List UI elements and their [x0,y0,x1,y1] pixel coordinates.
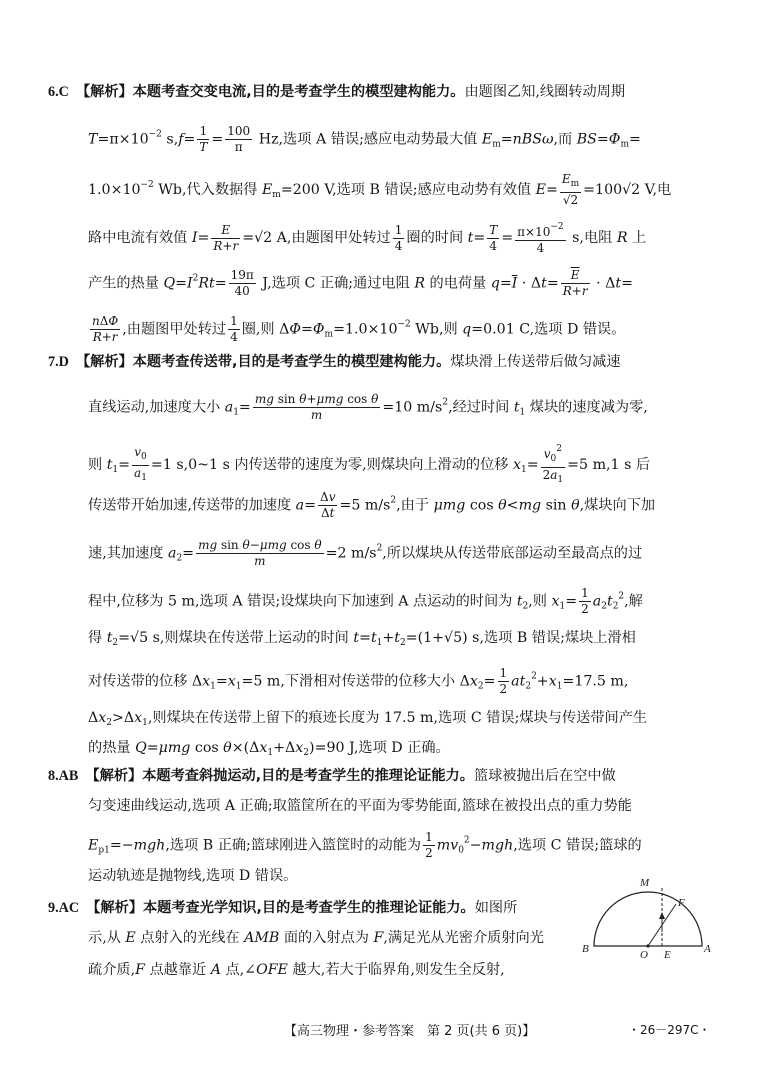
q9-line-2: 示,从 E 点射入的光线在 AMB 面的入射点为 F,满足光从光密介质射向光 [88,930,544,946]
q7-line-7: 得 $t_2=√5$ s,则煤块在传送带上运动的时间 $t=t_1+t_2=(1+√5)$ s,选项 B 错误;煤块上滑相 [88,630,636,648]
q7-line-8: 对传送带的位移 $\Delta x_1=x_1=5$ m,下滑相对传送带的位移大小 $\Delta x_2=$ $\frac{1}{2}$ $at_2^2+x_1=17.5$ m, [88,666,629,696]
q8-line-4: 运动轨迹是抛物线,选项 D 错误。 [88,868,298,884]
q7-line-9: $\Delta x_2>\Delta x_1$,则煤块在传送带上留下的痕迹长度为 17.5 m,选项 C 错误;煤块与传送带间产生 [88,710,648,728]
q6-line-3: $1.0\times 10^{-2}$ Wb,代入数据得 $E_m=200$ V,选项 B 错误;感应电动势有效值 E= $\frac{E_m}{√2}$ =100√2 V,电 [88,172,672,207]
label-o: O [640,949,648,961]
q7-line-1: 7.D 【解析】本题考查传送带,目的是考查学生的模型建构能力。煤块滑上传送带后做匀减速 [48,354,621,370]
label-f: F [678,897,685,909]
q7-line-4: 传送带开始加速,传送带的加速度 a= $\frac{\Delta v}{\Delta t}$ =5 $m/s^2$,由于 μmg cos θ<mg sin θ,煤块向下加 [88,490,656,520]
semicircle-optics-diagram [580,872,710,962]
q9-line-3: 疏介质,F 点越靠近 A 点,∠OFE 越大,若大于临界角,则发生全反射, [88,962,505,978]
q6-line-4: 路中电流有效值 I= $\frac{E}{R+r}$ =√2 A,由题图甲处转过 $\frac{1}{4}$ 圈的时间 t= $\frac{T}{4}$ = $\frac{\pi\times 10^{-2}}{4}$ s,电阻 R 上 [88,222,647,255]
footer-center: 【高三物理・参考答案 第 2 页(共 6 页)】 [284,1024,536,1039]
q6-line-6: $\frac{\text{nΔΦ}}{R+r}$ ,由题图甲处转过 $\frac{1}{4}$ 圈,则 $\Delta\Phi=\Phi_m=1.0\times 10^{-2}$ Wb,则 q=0.01 C,选项 D 错误。 [92,314,626,344]
q7-line-2: 直线运动,加速度大小 $a_1=$ $\frac{\text{mg sin θ+μmg cos θ}}{m}$ =10 $m/s^2$,经过时间 $t_1$ 煤块的速度减为零, [88,392,648,422]
q8-line-2: 匀变速曲线运动,选项 A 正确;取篮筐所在的平面为零势能面,篮球在被投出点的重力势能 [88,798,632,814]
q8-line-3: $E_{p1}=-mgh$,选项 B 正确;篮球刚进入篮筐时的动能为 $\frac{1}{2}$ $mv_0^2-mgh$,选项 C 错误;篮球的 [88,830,642,860]
q7-line-3: 则 $t_1=$ $\frac{v_0}{a_1}$ =1 s,0~1 s 内传送带的速度为零,则煤块向上滑动的位移 $x_1=$ $\frac{v_0^2}{2a_1}$ =5 m,1 s 后 [88,444,651,485]
page-footer [0,1020,764,1050]
q7-line-5: 速,其加速度 $a_2=$ $\frac{\text{mg sin θ−μmg cos θ}}{m}$ =2 $m/s^2$,所以煤块从传送带底部运动至最高点的过 [88,538,643,568]
q7-line-6: 程中,位移为 5 m,选项 A 错误;设煤块向下加速到 A 点运动的时间为 $t_2$,则 $x_1=$ $\frac{1}{2}$ $a_2t_2^2$,解 [88,586,643,616]
q8-line-1: 8.AB 【解析】本题考查斜抛运动,目的是考查学生的推理论证能力。篮球被抛出后在空中做 [48,768,616,784]
q6-line-5: 产生的热量 $Q=I^2Rt=$ $\frac{19\pi}{40}$ J,选项 C 正确;通过电阻 R 的电荷量 $q=\overline{I} \cdot \Delta t=$ $\frac{\overline{E}}{R+r}$ · Δt= [88,268,633,298]
label-b: B [582,943,589,955]
q6-line-2: $T=\pi\times 10^{-2}$ s,f= $\frac{1}{T}$ = $\frac{100}{\pi}$ Hz,选项 A 错误;感应电动势最大值 $E_m=nBS\omega$,而 $BS=\Phi_m=$ [88,124,641,154]
label-e: E [664,949,671,961]
label-m: M [640,877,650,889]
label-a: A [704,943,711,955]
q9-line-1: 9.AC 【解析】本题考查光学知识,目的是考查学生的推理论证能力。如图所 [48,900,518,916]
footer-code: ・26－297C・ [628,1023,711,1037]
q7-line-10: 的热量 Q=μmg $\cos \theta\times(\Delta x_1+\Delta x_2)=90$ J,选项 D 正确。 [88,740,450,758]
q6-line-1: 6.C 【解析】本题考查交变电流,目的是考查学生的模型建构能力。由题图乙知,线圈转动周期 [48,84,626,100]
